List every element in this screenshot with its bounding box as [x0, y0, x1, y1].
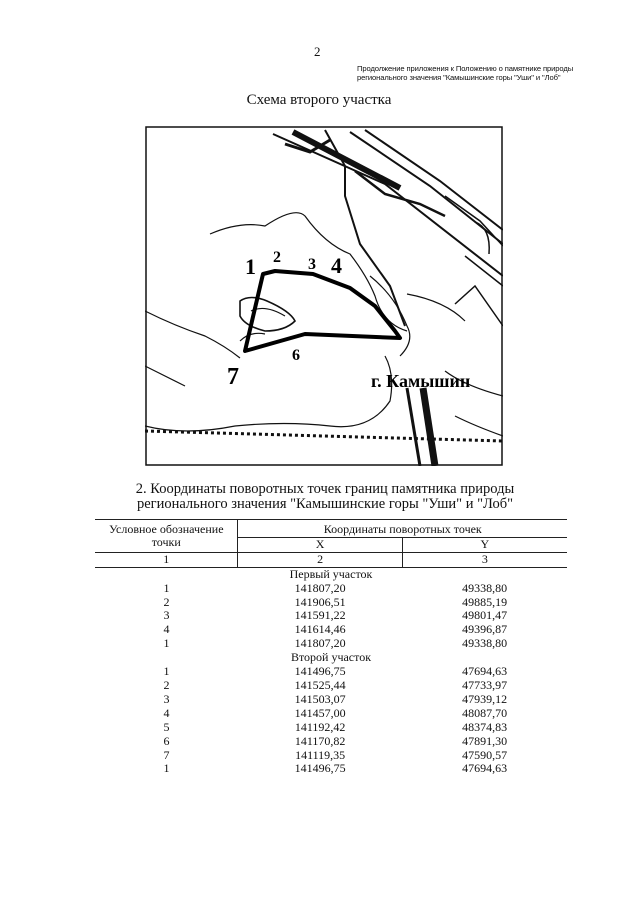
section-title-line-1: 2. Координаты поворотных точек границ памятника природы: [135, 481, 515, 497]
x-cell: 141503,07: [294, 691, 346, 706]
x-cell: 141457,00: [294, 705, 346, 720]
y-cell: 48374,83: [462, 719, 508, 734]
x-cell: 141119,35: [295, 747, 346, 762]
point-cell: 2: [163, 677, 170, 692]
coords-header: Координаты поворотных точек: [238, 520, 567, 538]
point-cell: 2: [163, 594, 170, 609]
town-label: г. Камышин: [371, 371, 471, 391]
point-header-line-1: Условное обозначение: [108, 522, 224, 536]
column-number: 2: [238, 552, 402, 567]
x-cell: 141170,82: [294, 733, 346, 748]
table-body: [95, 567, 567, 776]
table-row: [95, 596, 567, 610]
table-row: [95, 609, 567, 623]
y-header: Y: [402, 537, 567, 552]
point-cell: 6: [163, 733, 170, 748]
point-cell: 4: [163, 622, 170, 637]
y-cell: 49338,80: [462, 580, 508, 595]
x-cell: 141591,22: [294, 608, 346, 623]
table-row: [95, 582, 567, 596]
y-cell: 47694,63: [462, 664, 508, 679]
column-number: 1: [95, 552, 238, 567]
table-header-row: [95, 520, 567, 538]
section-label: Первый участок: [289, 566, 373, 581]
point-cell: 3: [163, 691, 170, 706]
y-cell: 47939,12: [462, 691, 508, 706]
header-note: [357, 64, 587, 82]
x-cell: 141525,44: [294, 677, 346, 692]
y-cell: 47891,30: [462, 733, 508, 748]
y-cell: 49396,87: [462, 622, 508, 637]
column-number: 3: [402, 552, 567, 567]
map-frame: [146, 127, 502, 465]
section-1-header: [95, 567, 567, 581]
scheme-title: Схема второго участка: [246, 92, 392, 108]
table-row: [95, 749, 567, 763]
section-title: [110, 482, 540, 512]
table-row: [95, 762, 567, 776]
point-header-line-2: точки: [151, 535, 181, 549]
point-cell: 4: [163, 705, 170, 720]
table-row: [95, 665, 567, 679]
point-cell: 1: [163, 580, 170, 595]
x-header: X: [238, 537, 402, 552]
map-point-label: 7: [227, 364, 239, 390]
point-cell: 5: [163, 719, 170, 734]
point-designation-header: [95, 520, 238, 553]
y-cell: 49885,19: [462, 594, 508, 609]
map-point-label: 1: [245, 254, 256, 279]
table-row: [95, 637, 567, 651]
section-label: Второй участок: [290, 650, 372, 665]
column-numbers-row: [95, 552, 567, 567]
map-point-label: 6: [292, 347, 300, 364]
map-point-label: 2: [273, 249, 281, 266]
point-cell: 3: [163, 608, 170, 623]
point-cell: 1: [163, 761, 170, 776]
section-2-header: [95, 651, 567, 665]
x-cell: 141496,75: [294, 761, 346, 776]
y-cell: 49338,80: [462, 636, 508, 651]
map-point-label: 4: [331, 253, 342, 278]
y-cell: 47694,63: [462, 761, 508, 776]
y-cell: 48087,70: [462, 705, 508, 720]
header-note-line-1: Продолжение приложения к Положению о памятнике природы: [357, 64, 574, 73]
point-cell: 1: [163, 636, 170, 651]
coordinates-table: [95, 519, 567, 776]
table-row: [95, 623, 567, 637]
x-cell: 141807,20: [294, 580, 346, 595]
y-cell: 49801,47: [462, 608, 508, 623]
x-cell: 141807,20: [294, 636, 346, 651]
y-cell: 47733,97: [462, 677, 508, 692]
x-cell: 141614,46: [294, 622, 346, 637]
x-cell: 141192,42: [294, 719, 346, 734]
map-point-label: 3: [308, 256, 316, 273]
page-number: 2: [314, 44, 321, 59]
x-cell: 141906,51: [294, 594, 346, 609]
y-cell: 47590,57: [462, 747, 508, 762]
x-cell: 141496,75: [294, 664, 346, 679]
header-note-line-2: регионального значения "Камышинские горы "Уши" и "Лоб": [357, 73, 561, 82]
table-row: [95, 735, 567, 749]
section-title-line-2: регионального значения "Камышинские горы "Уши" и "Лоб": [136, 496, 514, 512]
site-map: [145, 126, 503, 466]
table-row: [95, 721, 567, 735]
table-row: [95, 707, 567, 721]
table-row: [95, 693, 567, 707]
point-cell: 1: [163, 664, 170, 679]
table-row: [95, 679, 567, 693]
point-cell: 7: [163, 747, 170, 762]
